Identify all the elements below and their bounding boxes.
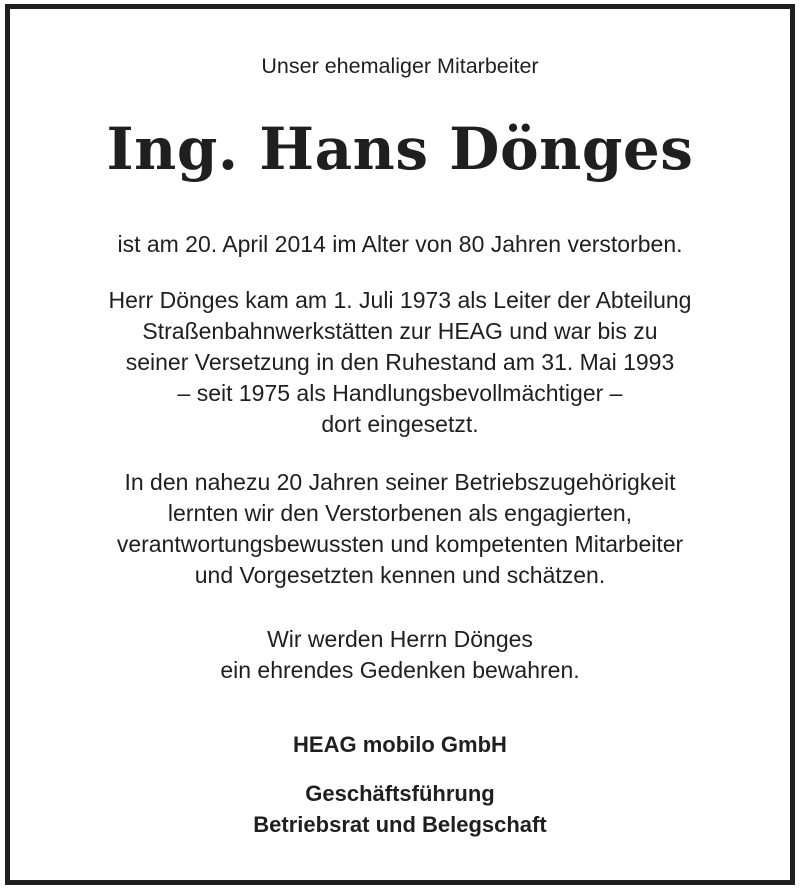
- appreciation-line: lernten wir den Verstorbenen als engagierten,: [167, 500, 633, 526]
- death-announcement: [10, 229, 790, 260]
- appreciation-paragraph: [10, 467, 790, 591]
- career-paragraph: [10, 285, 790, 440]
- memory-line: Wir werden Herrn Dönges: [267, 626, 533, 652]
- staff-label: Betriebsrat und Belegschaft: [253, 812, 547, 837]
- memory-paragraph: [10, 624, 790, 686]
- career-line: seiner Versetzung in den Ruhestand am 31. Mai 1993: [125, 349, 675, 375]
- career-line: dort eingesetzt.: [321, 411, 479, 437]
- management-label: Geschäftsführung: [305, 781, 495, 806]
- company-name: HEAG mobilo GmbH: [293, 732, 507, 757]
- obituary-notice: [5, 4, 795, 885]
- appreciation-line: und Vorgesetzten kennen und schätzen.: [194, 562, 606, 588]
- career-line: Straßenbahnwerkstätten zur HEAG und war bis zu: [142, 318, 658, 344]
- deceased-name: Ing. Hans Dönges: [106, 115, 694, 183]
- career-line: – seit 1975 als Handlungsbevollmächtiger –: [177, 380, 623, 406]
- intro-text: Unser ehemaliger Mitarbeiter: [261, 54, 539, 78]
- death-line: ist am 20. April 2014 im Alter von 80 Jahren verstorben.: [117, 231, 683, 257]
- career-line: Herr Dönges kam am 1. Juli 1973 als Leiter der Abteilung: [108, 287, 692, 313]
- appreciation-line: In den nahezu 20 Jahren seiner Betriebszugehörigkeit: [124, 469, 676, 495]
- memory-line: ein ehrendes Gedenken bewahren.: [220, 657, 580, 683]
- signature-company: [10, 729, 790, 760]
- signature-groups: [10, 778, 790, 840]
- appreciation-line: verantwortungsbewussten und kompetenten Mitarbeiter: [116, 531, 684, 557]
